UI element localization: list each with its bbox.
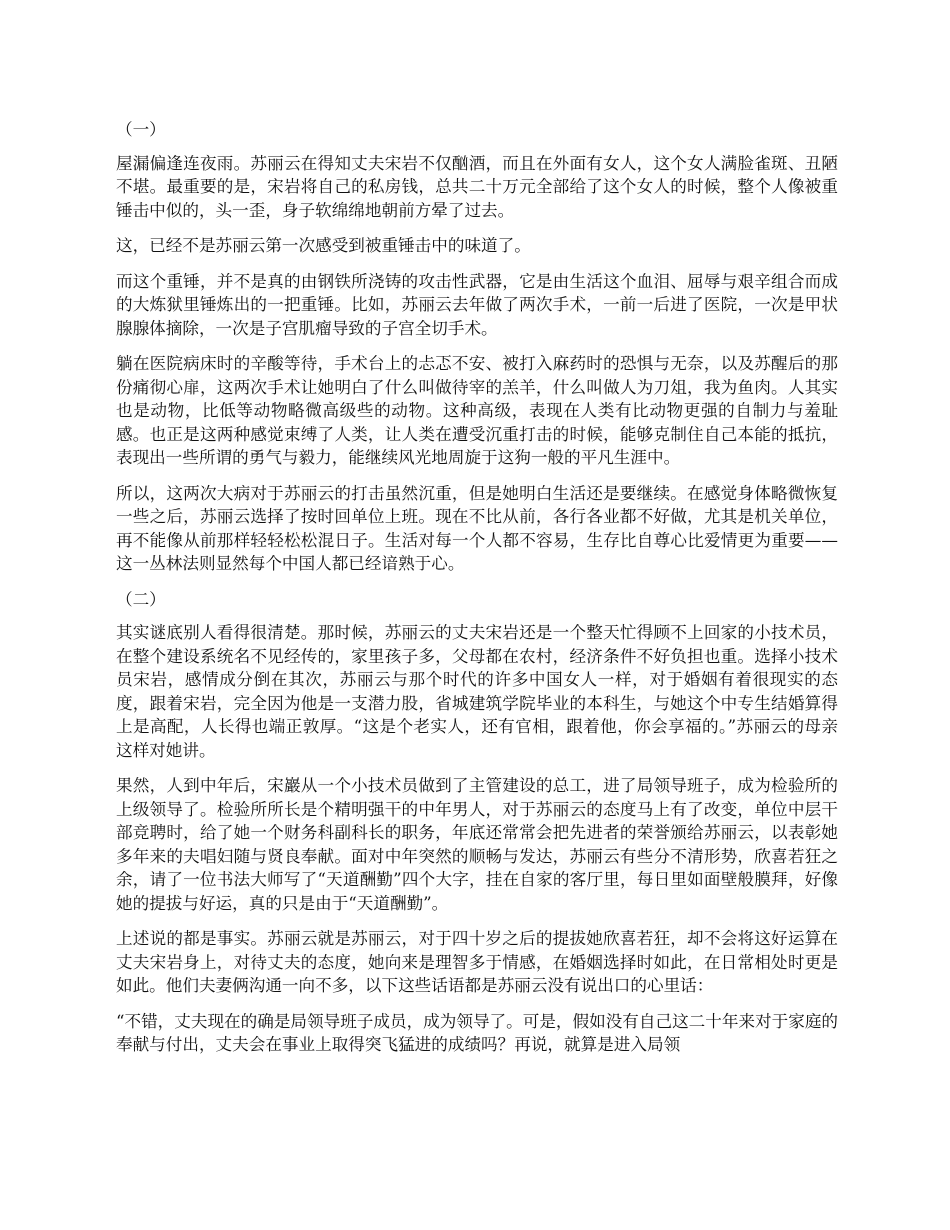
paragraph: 上述说的都是事实。苏丽云就是苏丽云，对于四十岁之后的提拔她欣喜若狂，却不会将这好运算在丈夫宋岩身上，对待丈夫的态度，她向来是理智多于情感，在婚姻选择时如此，在日常相处时更是如此。他们夫妻俩沟通一向不多，以下这些话语都是苏丽云没有说出口的心里话：: [116, 929, 838, 995]
paragraph: “不错，丈夫现在的确是局领导班子成员，成为领导了。可是，假如没有自己这二十年来对于家庭的奉献与付出，丈夫会在事业上取得突飞猛进的成绩吗？再说，就算是进入局领: [116, 1011, 839, 1054]
paragraph: 所以，这两次大病对于苏丽云的打击虽然沉重，但是她明白生活还是要继续。在感觉身体略微恢复一些之后，苏丽云选择了按时回单位上班。现在不比从前，各行各业都不好做，尤其是机关单位，再不能像从前那样轻轻松松混日子。生活对每一个人都不容易，生存比自尊心比爱情更为重要——这一丛林法则显然每个中国人都已经谙熟于心。: [116, 483, 838, 573]
section-heading-1: （一）: [116, 120, 166, 139]
document-body: [116, 118, 838, 1069]
paragraph: 屋漏偏逢连夜雨。苏丽云在得知丈夫宋岩不仅酗酒，而且在外面有女人，这个女人满脸雀斑、丑陋不堪。最重要的是，宋岩将自己的私房钱，总共二十万元全部给了这个女人的时候，整个人像被重锤击中似的，头一歪，身子软绵绵地朝前方晕了过去。: [116, 153, 838, 220]
paragraph: 躺在医院病床时的辛酸等待，手术台上的忐忑不安、被打入麻药时的恐惧与无奈，以及苏醒后的那份痛彻心扉，这两次手术让她明白了什么叫做待宰的羔羊，什么叫做人为刀俎，我为鱼肉。人其实也是动物，比低等动物略微高级些的动物。这种高级，表现在人类有比动物更强的自制力与羞耻感。也正是这两种感觉束缚了人类，让人类在遭受沉重打击的时候，能够克制住自己本能的抵抗，表现出一些所谓的勇气与毅力，能继续风光地周旋于这狗一般的平凡生涯中。: [116, 354, 838, 467]
section-heading-2: （二）: [116, 589, 166, 609]
paragraph: 其实谜底别人看得很清楚。那时候，苏丽云的丈夫宋岩还是一个整天忙得顾不上回家的小技术员，在整个建设系统名不见经传的，家里孩子多，父母都在农村，经济条件不好负担也重。选择小技术员宋岩，感情成分倒在其次，苏丽云与那个时代的许多中国女人一样，对于婚姻有着很现实的态度，跟着宋岩，完全因为他是一支潜力股，省城建筑学院毕业的本科生，与她这个中专生结婚算得上是高配，人长得也端正敦厚。“这是个老实人，还有官相，跟着他，你会享福的。”苏丽云的母亲这样对她讲。: [116, 623, 838, 760]
paragraph: 这，已经不是苏丽云第一次感受到被重锤击中的味道了。: [116, 236, 531, 255]
paragraph: 果然，人到中年后，宋巖从一个小技术员做到了主管建设的总工，进了局领导班子，成为检验所的上级领导了。检验所所长是个精明强干的中年男人，对于苏丽云的态度马上有了改变，单位中层干部竞聘时，给了她一个财务科副科长的职务，年底还常常会把先进者的荣誉颁给苏丽云，以表彰她多年来的夫唱妇随与贤良奉献。面对中年突然的顺畅与发达，苏丽云有些分不清形势，欣喜若狂之余，请了一位书法大师写了“天道酬勤”四个大字，挂在自家的客厅里，每日里如面壁般膜拜，好像她的提拔与好运，真的只是由于“天道酬勤”。: [116, 776, 838, 913]
paragraph: 而这个重锤，并不是真的由钢铁所浇铸的攻击性武器，它是由生活这个血泪、屈辱与艰辛组合而成的大炼狱里锤炼出的一把重锤。比如，苏丽云去年做了两次手术，一前一后进了医院，一次是甲状腺腺体摘除，一次是子宫肌瘤导致的子宫全切手术。: [116, 271, 838, 338]
